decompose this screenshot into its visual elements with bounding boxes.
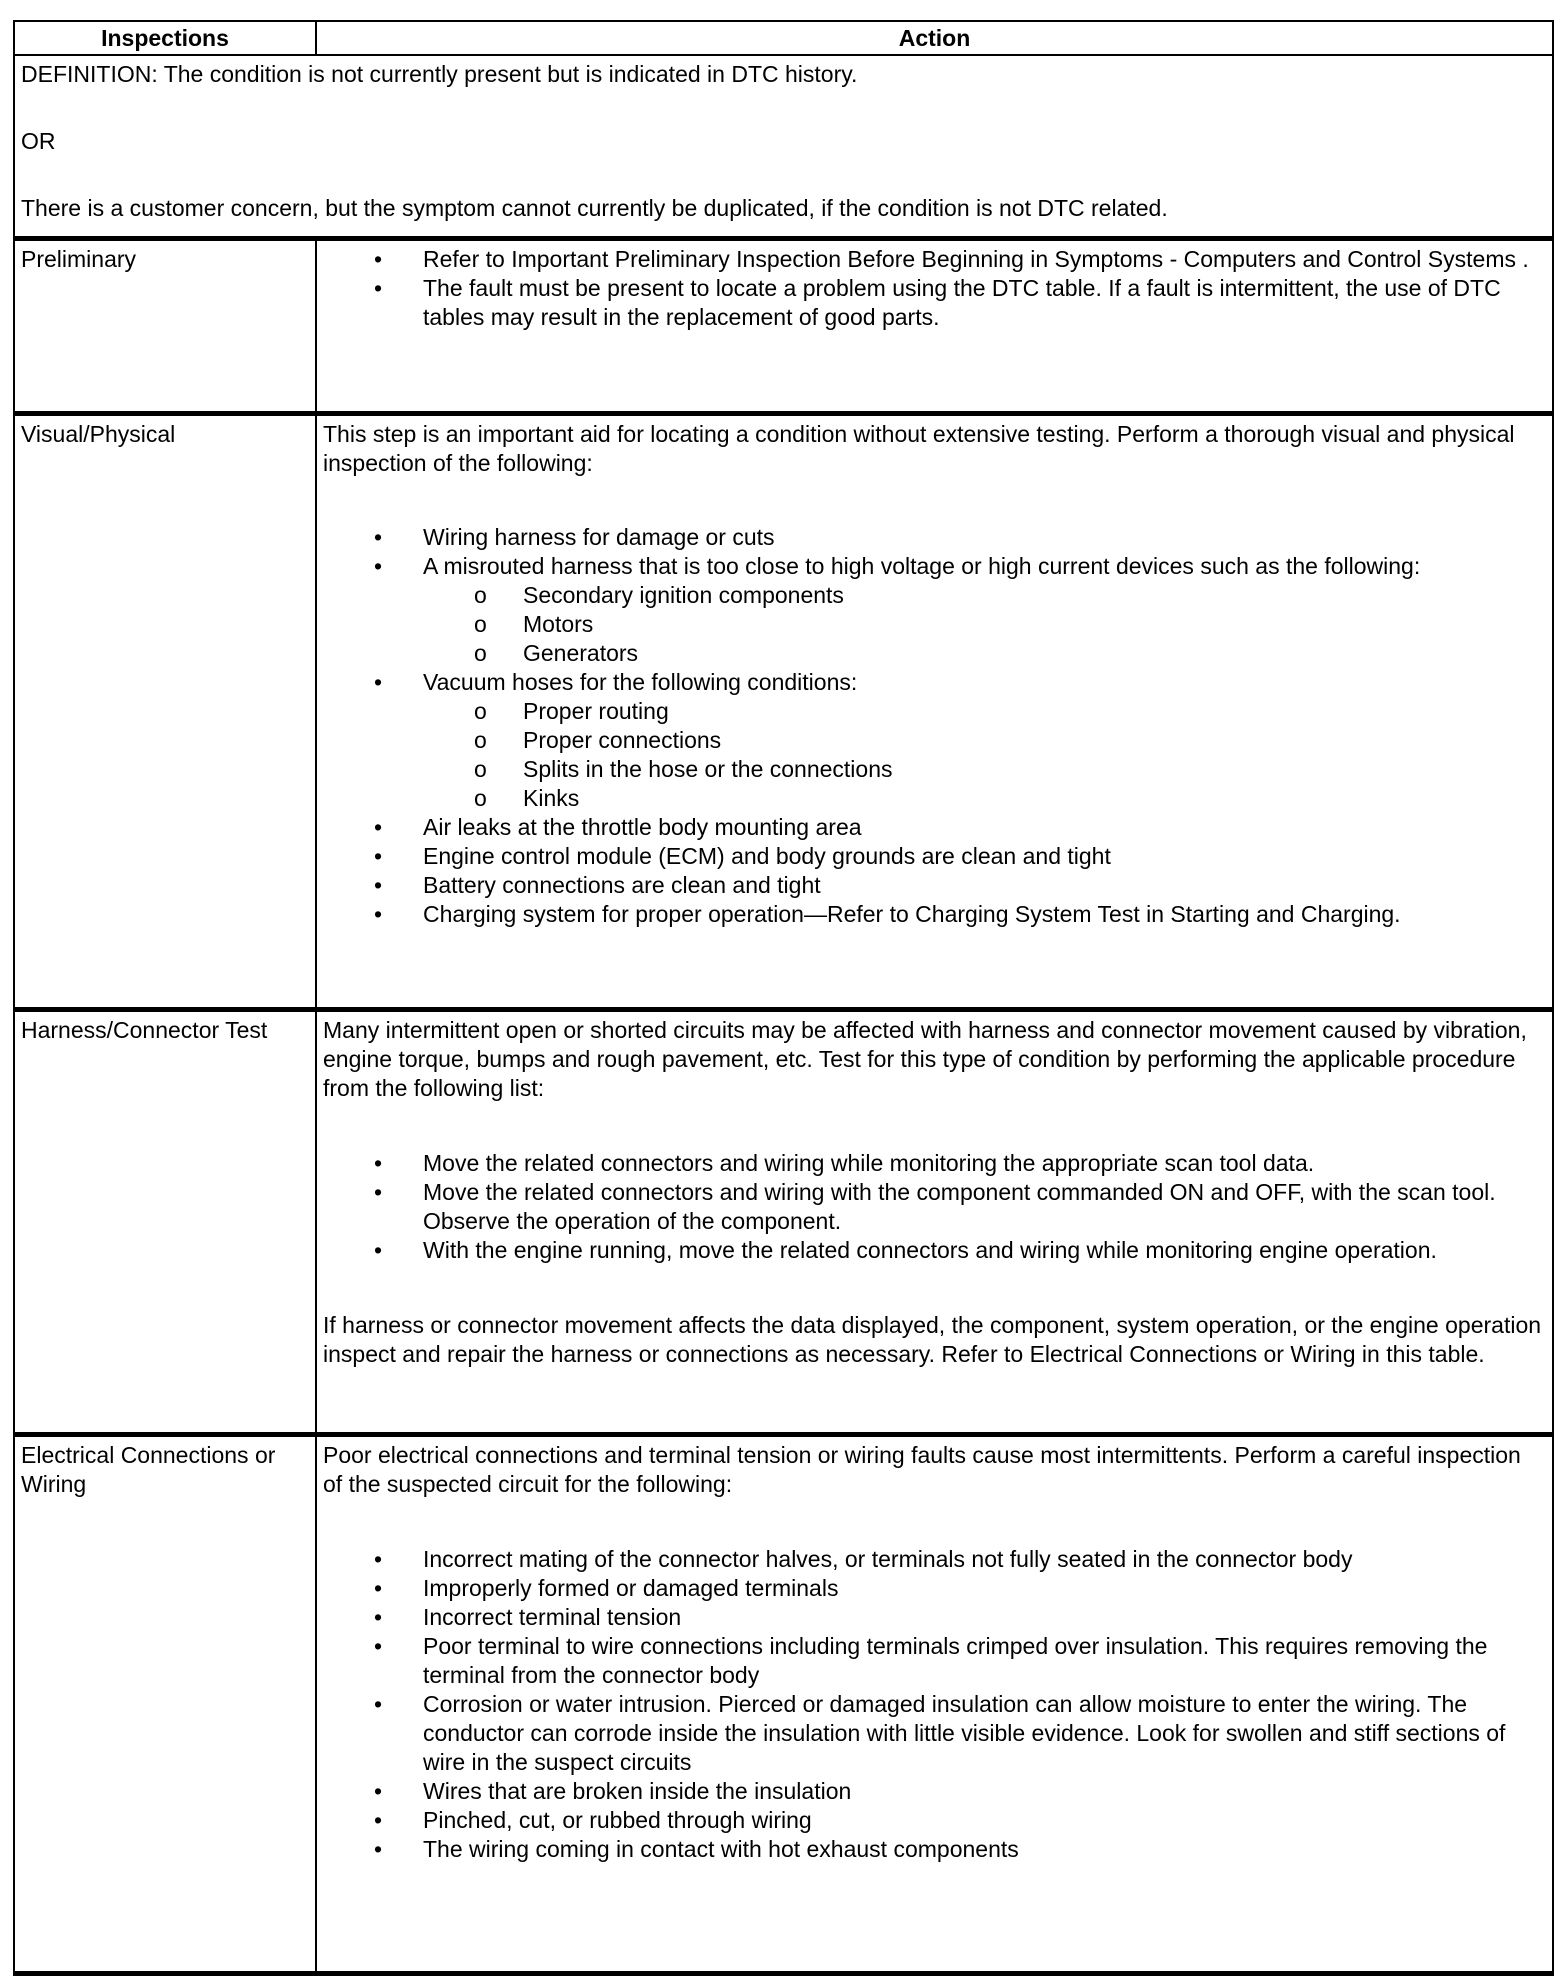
row-action [316, 1435, 1553, 1974]
row-intro: This step is an important aid for locating a condition without extensive testing. Perform a thorough visual and physical inspection of the following: [323, 421, 1515, 476]
list-item [323, 668, 1546, 813]
definition-or: OR [21, 128, 56, 154]
row-electrical-connections [14, 1435, 1553, 1974]
header-action: Action [316, 21, 1553, 55]
row-preliminary [14, 239, 1553, 414]
row-action [316, 239, 1553, 414]
row-label: Preliminary [14, 239, 316, 414]
sub-list-item: o Secondary ignition components [423, 581, 1546, 610]
list-item [323, 552, 1546, 668]
list-item: • With the engine running, move the related connectors and wiring while monitoring engine operation. [323, 1236, 1546, 1265]
header-inspections: Inspections [14, 21, 316, 55]
list-item: • Incorrect mating of the connector halves, or terminals not fully seated in the connector body [323, 1545, 1546, 1574]
sub-list-item: o Kinks [423, 784, 1546, 813]
list-item: • Engine control module (ECM) and body grounds are clean and tight [323, 842, 1546, 871]
list-item: • Poor terminal to wire connections including terminals crimped over insulation. This requires removing the terminal from the connector body [323, 1632, 1546, 1690]
definition-row [14, 55, 1553, 239]
list-item: • Wiring harness for damage or cuts [323, 523, 1546, 552]
list-item: • Corrosion or water intrusion. Pierced or damaged insulation can allow moisture to enter the wiring. The conductor can corrode inside the insulation with little visible evidence. Look for swollen and stiff sections of wire in the suspect circuits [323, 1690, 1546, 1777]
definition-text: DEFINITION: The condition is not currently present but is indicated in DTC history. [21, 61, 858, 87]
list-item: • Pinched, cut, or rubbed through wiring [323, 1806, 1546, 1835]
inspection-table [13, 20, 1554, 1976]
list-item-text: A misrouted harness that is too close to high voltage or high current devices such as the following: [423, 553, 1421, 579]
list-item: • Wires that are broken inside the insulation [323, 1777, 1546, 1806]
list-item-text: Vacuum hoses for the following conditions: [423, 669, 858, 695]
list-item: • Air leaks at the throttle body mounting area [323, 813, 1546, 842]
row-intro: Many intermittent open or shorted circuits may be affected with harness and connector movement caused by vibration, engine torque, bumps and rough pavement, etc. Test for this type of condition by performing the applicable procedure from the following list: [323, 1017, 1527, 1101]
sub-list-item: o Generators [423, 639, 1546, 668]
sub-list-item: o Proper connections [423, 726, 1546, 755]
sub-list-item: o Splits in the hose or the connections [423, 755, 1546, 784]
definition-concern: There is a customer concern, but the symptom cannot currently be duplicated, if the condition is not DTC related. [21, 195, 1168, 221]
row-visual-physical [14, 414, 1553, 1010]
list-item: • The wiring coming in contact with hot exhaust components [323, 1835, 1546, 1864]
row-harness-connector [14, 1010, 1553, 1435]
header-row [14, 21, 1553, 55]
row-action [316, 414, 1553, 1010]
list-item: • Battery connections are clean and tight [323, 871, 1546, 900]
sub-list-item: o Motors [423, 610, 1546, 639]
list-item: • Move the related connectors and wiring with the component commanded ON and OFF, with the scan tool. Observe the operation of the component. [323, 1178, 1546, 1236]
row-label: Electrical Connections or Wiring [14, 1435, 316, 1974]
list-item: • Incorrect terminal tension [323, 1603, 1546, 1632]
list-item: • Charging system for proper operation—Refer to Charging System Test in Starting and Charging. [323, 900, 1546, 929]
list-item: • Improperly formed or damaged terminals [323, 1574, 1546, 1603]
list-item: • Refer to Important Preliminary Inspection Before Beginning in Symptoms - Computers and Control Systems . [323, 245, 1546, 274]
row-label: Harness/Connector Test [14, 1010, 316, 1435]
list-item: • Move the related connectors and wiring while monitoring the appropriate scan tool data. [323, 1149, 1546, 1178]
row-action [316, 1010, 1553, 1435]
sub-list-item: o Proper routing [423, 697, 1546, 726]
row-outro: If harness or connector movement affects the data displayed, the component, system operation, or the engine operation inspect and repair the harness or connections as necessary. Refer to Electrical Connections or Wiring in this table. [323, 1312, 1542, 1367]
row-label: Visual/Physical [14, 414, 316, 1010]
list-item: • The fault must be present to locate a problem using the DTC table. If a fault is intermittent, the use of DTC tables may result in the replacement of good parts. [323, 274, 1546, 332]
row-intro: Poor electrical connections and terminal tension or wiring faults cause most intermittents. Perform a careful inspection of the suspected circuit for the following: [323, 1442, 1521, 1497]
